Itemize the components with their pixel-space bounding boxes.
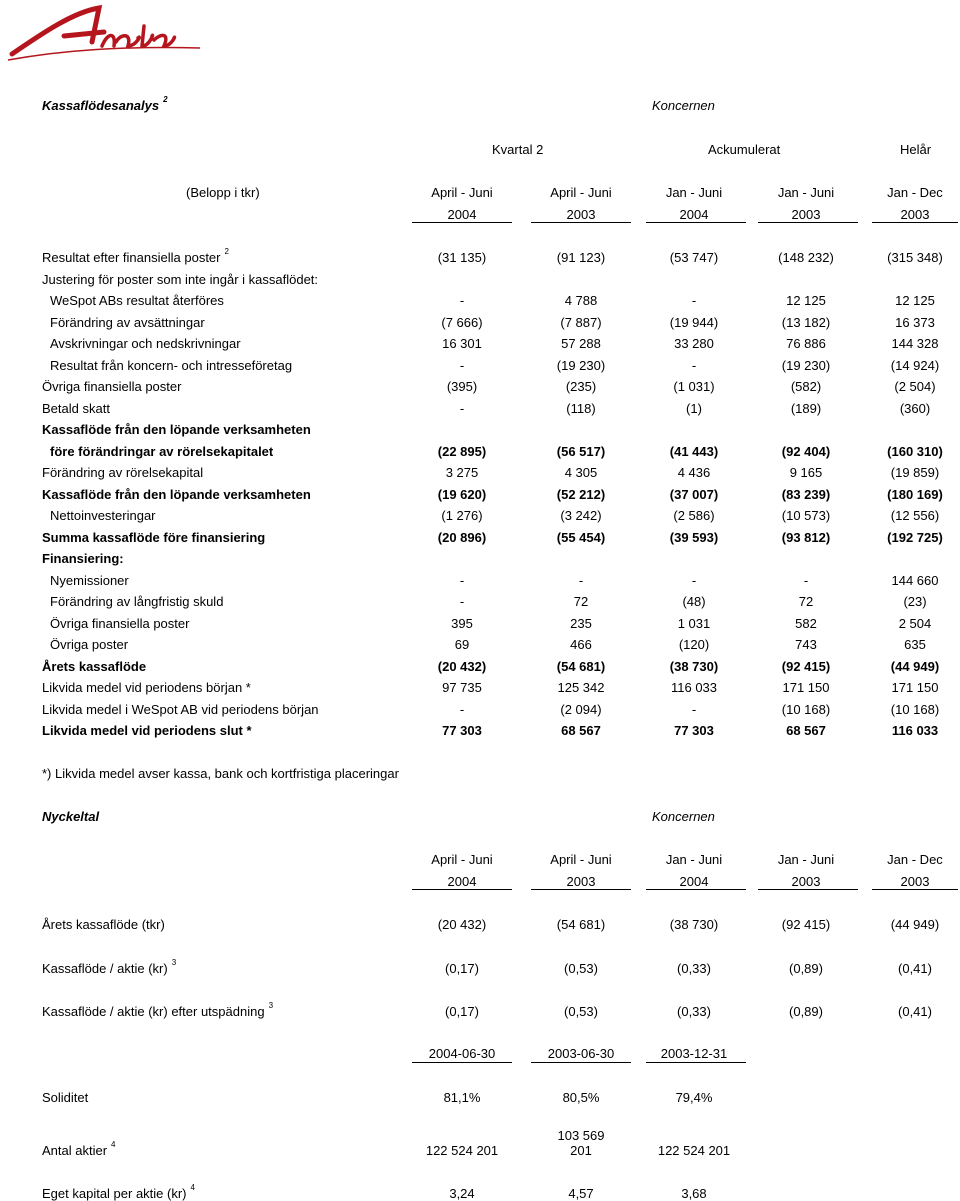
keyratio-value: (0,17) [445, 961, 479, 976]
row-value: (48) [682, 594, 706, 609]
unit-label: (Belopp i tkr) [186, 185, 260, 200]
row-value: 57 288 [561, 336, 601, 351]
row-value: - [459, 572, 465, 588]
row-value: 16 373 [895, 314, 935, 330]
row-value: 171 150 [891, 680, 939, 695]
row-value: 171 150 [782, 680, 830, 695]
row-value: (41 443) [669, 443, 719, 459]
row-label: Förändring av rörelsekapital [42, 465, 204, 480]
shares-label: Antal aktier $^4$ [42, 1140, 116, 1158]
solidity-value: 80,5% [562, 1090, 600, 1105]
row-label: Justering för poster som inte ingår i kassaflödet: [42, 271, 319, 287]
keyratio-value: (0,17) [445, 1004, 479, 1019]
shares-value: 122 524 201 [657, 1143, 731, 1158]
solidity-label: Soliditet [42, 1090, 89, 1105]
keyratios-period: April - Juni [431, 852, 493, 867]
row-value: (7 887) [560, 314, 602, 330]
cashflow-underline [646, 222, 746, 223]
row-value: 466 [570, 637, 592, 652]
footnote: *) Likvida medel avser kassa, bank och kortfristiga placeringar [42, 766, 399, 781]
keyratios-underline [646, 889, 746, 890]
row-label: Nettoinvesteringar [50, 508, 156, 523]
keyratio-value: (54 681) [556, 917, 606, 932]
equity-value: 3,68 [681, 1186, 707, 1201]
row-value: 12 125 [895, 293, 935, 308]
row-value: (360) [899, 400, 931, 416]
anoto-logo [4, 2, 204, 62]
row-value: 4 436 [677, 465, 711, 480]
row-value: (7 666) [441, 314, 483, 330]
row-value: 16 301 [442, 336, 482, 351]
keyratio-value: (0,41) [898, 1004, 932, 1019]
row-value: (39 593) [669, 529, 719, 545]
keyratios-underline [872, 889, 958, 890]
row-value: (31 135) [437, 250, 487, 265]
row-value: (160 310) [887, 443, 943, 459]
row-value: (19 944) [669, 314, 719, 330]
cashflow-year: 2003 [566, 207, 596, 222]
keyratio-label: Årets kassaflöde (tkr) [42, 917, 165, 932]
cashflow-period: Jan - Juni [777, 185, 835, 200]
row-value: (10 573) [781, 508, 831, 523]
row-label: Resultat efter finansiella poster $^2$ [42, 247, 229, 265]
row-value: 635 [904, 637, 926, 652]
keyratios-year: 2004 [447, 874, 477, 889]
row-value: - [459, 594, 465, 609]
row-label: Kassaflöde från den löpande verksamheten [42, 422, 311, 437]
row-label: Avskrivningar och nedskrivningar [50, 336, 241, 351]
row-value: 72 [573, 594, 589, 609]
row-value: 68 567 [561, 723, 601, 738]
keyratios-year: 2003 [566, 874, 596, 889]
shares-value: 122 524 201 [425, 1143, 499, 1158]
row-value: 116 033 [891, 723, 939, 738]
row-value: (14 924) [890, 357, 940, 373]
equity-label: Eget kapital per aktie (kr) $^4$ [42, 1183, 195, 1201]
row-value: (120) [678, 637, 710, 652]
row-value: (395) [446, 379, 478, 394]
row-value: 144 660 [891, 572, 939, 588]
solidity-value: 79,4% [675, 1090, 713, 1105]
row-label: Övriga finansiella poster [50, 615, 190, 631]
row-value: (10 168) [890, 701, 940, 717]
row-value: (3 242) [560, 508, 602, 523]
cashflow-underline [872, 222, 958, 223]
keyratios-year: 2003 [900, 874, 930, 889]
row-value: - [459, 293, 465, 308]
row-value: (19 620) [437, 486, 487, 502]
row-label: WeSpot ABs resultat återföres [50, 293, 224, 308]
row-value: (1) [686, 400, 702, 416]
keyratios-underline [412, 889, 512, 890]
row-value: 1 031 [677, 615, 711, 631]
keyratio-value: (92 415) [781, 917, 831, 932]
cashflow-year: 2004 [679, 207, 709, 222]
row-label: Likvida medel vid periodens slut * [42, 723, 252, 738]
row-value: (92 415) [781, 658, 831, 674]
row-value: (582) [790, 379, 822, 394]
shares-value: 103 569 201 [557, 1128, 605, 1158]
row-value: (189) [790, 400, 822, 416]
row-value: - [691, 572, 697, 588]
keyratios-period: Jan - Dec [887, 852, 943, 867]
row-label: Betald skatt [42, 400, 110, 416]
row-value: (1 031) [673, 379, 715, 394]
row-value: 395 [451, 615, 473, 631]
row-value: 116 033 [670, 680, 718, 695]
cashflow-year: 2003 [791, 207, 821, 222]
keyratio-value: (20 432) [437, 917, 487, 932]
balance-date-underline [531, 1062, 631, 1063]
keyratio-value: (0,53) [564, 961, 598, 976]
row-value: 2 504 [898, 615, 932, 631]
row-label: före förändringar av rörelsekapitalet [50, 443, 274, 459]
keyratios-period: Jan - Juni [665, 852, 723, 867]
row-value: 582 [795, 615, 817, 631]
row-value: (118) [566, 400, 596, 416]
row-value: 12 125 [786, 293, 826, 308]
row-value: (180 169) [887, 486, 943, 502]
row-label: Övriga poster [50, 637, 129, 652]
cashflow-title: Kassaflödesanalys $^2$ [42, 95, 168, 113]
row-value: (56 517) [556, 443, 606, 459]
row-value: (20 896) [437, 529, 487, 545]
row-value: - [803, 572, 809, 588]
header-full-year: Helår [900, 142, 932, 157]
row-value: 743 [795, 637, 817, 652]
row-value: (19 859) [890, 465, 940, 480]
row-value: 77 303 [674, 723, 714, 738]
row-label: Årets kassaflöde [42, 658, 147, 674]
balance-date-underline [412, 1062, 512, 1063]
cashflow-period: April - Juni [431, 185, 493, 200]
row-label: Finansiering: [42, 551, 124, 566]
keyratio-value: (0,89) [789, 1004, 823, 1019]
keyratios-year: 2003 [791, 874, 821, 889]
row-value: - [459, 701, 465, 717]
row-value: (54 681) [556, 658, 606, 674]
row-value: (20 432) [437, 658, 487, 674]
row-value: 77 303 [442, 723, 482, 738]
cashflow-underline [531, 222, 631, 223]
keyratio-value: (38 730) [669, 917, 719, 932]
row-label: Summa kassaflöde före finansiering [42, 529, 266, 545]
row-value: (2 094) [560, 701, 602, 717]
row-value: (148 232) [778, 250, 834, 265]
row-value: (1 276) [441, 508, 483, 523]
row-value: - [459, 400, 465, 416]
row-value: (92 404) [781, 443, 831, 459]
row-value: 125 342 [557, 680, 605, 695]
row-value: 3 275 [445, 465, 479, 480]
row-value: 9 165 [789, 465, 823, 480]
balance-date: 2003-06-30 [547, 1046, 615, 1061]
row-value: (22 895) [437, 443, 487, 459]
row-value: (52 212) [556, 486, 606, 502]
row-value: (55 454) [556, 529, 606, 545]
row-label: Övriga finansiella poster [42, 379, 182, 394]
keyratio-value: (44 949) [890, 917, 940, 932]
row-value: (12 556) [890, 508, 940, 523]
row-value: 4 788 [564, 293, 598, 308]
row-value: - [691, 357, 697, 373]
row-value: (83 239) [781, 486, 831, 502]
row-value: - [691, 701, 697, 717]
row-value: (2 504) [894, 379, 936, 394]
row-value: 76 886 [786, 336, 826, 351]
row-value: 69 [454, 637, 470, 652]
row-value: (93 812) [781, 529, 831, 545]
equity-value: 3,24 [449, 1186, 475, 1201]
keyratios-year: 2004 [679, 874, 709, 889]
keyratio-label: Kassaflöde / aktie (kr) efter utspädning $^3$ [42, 1001, 274, 1019]
row-value: (53 747) [669, 250, 719, 265]
row-value: (37 007) [669, 486, 719, 502]
row-value: 4 305 [564, 465, 598, 480]
row-label: Likvida medel i WeSpot AB vid periodens början [42, 701, 319, 717]
cashflow-underline [412, 222, 512, 223]
row-value: (235) [565, 379, 597, 394]
cashflow-year: 2004 [447, 207, 477, 222]
row-value: 68 567 [786, 723, 826, 738]
keyratio-value: (0,41) [898, 961, 932, 976]
row-value: (2 586) [673, 508, 715, 523]
row-value: (19 230) [556, 357, 606, 373]
row-value: (23) [903, 594, 927, 609]
row-label: Förändring av avsättningar [50, 314, 205, 330]
row-value: 235 [570, 615, 592, 631]
row-value: (13 182) [781, 314, 831, 330]
row-label: Resultat från koncern- och intresseföretag [50, 357, 293, 373]
row-value: (10 168) [781, 701, 831, 717]
row-value: 97 735 [442, 680, 482, 695]
row-label: Nyemissioner [50, 572, 129, 588]
row-value: - [691, 293, 697, 308]
keyratios-group: Koncernen [652, 809, 715, 824]
balance-date: 2003-12-31 [660, 1046, 728, 1061]
keyratio-value: (0,53) [564, 1004, 598, 1019]
keyratios-underline [758, 889, 858, 890]
cashflow-period: Jan - Dec [887, 185, 943, 200]
header-accumulated: Ackumulerat [708, 142, 781, 157]
solidity-value: 81,1% [443, 1090, 481, 1105]
keyratio-value: (0,33) [677, 1004, 711, 1019]
keyratios-period: April - Juni [550, 852, 612, 867]
keyratio-label: Kassaflöde / aktie (kr) $^3$ [42, 958, 177, 976]
row-value: (315 348) [887, 250, 943, 265]
row-value: (91 123) [556, 250, 606, 265]
row-label: Kassaflöde från den löpande verksamheten [42, 486, 311, 502]
keyratios-title: Nyckeltal [42, 809, 100, 824]
cashflow-year: 2003 [900, 207, 930, 222]
row-value: (192 725) [887, 529, 943, 545]
keyratios-period: Jan - Juni [777, 852, 835, 867]
row-value: - [459, 357, 465, 373]
keyratio-value: (0,89) [789, 961, 823, 976]
row-value: 144 328 [891, 336, 939, 351]
row-value: 72 [798, 594, 814, 609]
row-value: (38 730) [669, 658, 719, 674]
cashflow-period: April - Juni [550, 185, 612, 200]
row-value: (44 949) [890, 658, 940, 674]
keyratios-underline [531, 889, 631, 890]
row-label: Förändring av långfristig skuld [50, 594, 224, 609]
cashflow-underline [758, 222, 858, 223]
balance-date: 2004-06-30 [428, 1046, 496, 1061]
cashflow-period: Jan - Juni [665, 185, 723, 200]
equity-value: 4,57 [568, 1186, 594, 1201]
header-quarter: Kvartal 2 [492, 142, 544, 157]
balance-date-underline [646, 1062, 746, 1063]
row-value: (19 230) [781, 357, 831, 373]
keyratio-value: (0,33) [677, 961, 711, 976]
cashflow-group: Koncernen [652, 98, 715, 113]
row-value: 33 280 [674, 336, 714, 351]
row-label: Likvida medel vid periodens början * [42, 680, 251, 695]
row-value: - [578, 572, 584, 588]
